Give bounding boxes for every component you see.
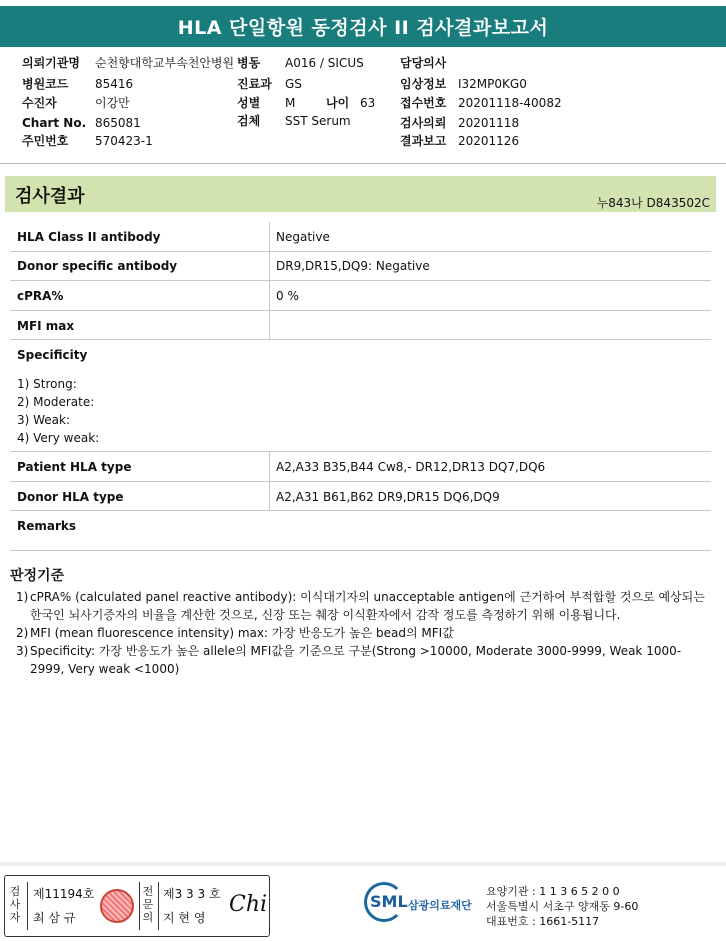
criteria-title: 판정기준 xyxy=(10,568,65,584)
dept-label: 진료과 xyxy=(237,77,272,91)
age-value: 63 xyxy=(360,96,376,110)
list-number: 1) xyxy=(16,590,29,604)
list-item: 2) Moderate: xyxy=(17,395,95,409)
column-divider xyxy=(269,311,270,339)
receipt-value: 20201118-40082 xyxy=(458,96,562,110)
divider xyxy=(139,882,140,930)
table-row xyxy=(10,311,711,340)
criteria-text: MFI (mean fluorescence intensity) max: 가장 반응도가 높은 bead의 MFI값 xyxy=(30,626,454,640)
receipt-label: 접수번호 xyxy=(400,96,447,110)
result-code: 누843나 D843502C xyxy=(596,196,710,210)
table-row xyxy=(10,511,711,551)
donor-hla-value: A2,A31 B61,B62 DR9,DR15 DQ6,DQ9 xyxy=(276,490,500,504)
clinical-label: 임상정보 xyxy=(400,77,447,91)
mfi-label: MFI max xyxy=(17,319,75,333)
request-date-label: 검사의뢰 xyxy=(400,116,447,130)
specialist-vertical-1: 전 xyxy=(142,885,154,898)
list-item: 3) Weak: xyxy=(17,413,71,427)
dsa-label: Donor specific antibody xyxy=(17,259,178,273)
remarks-label: Remarks xyxy=(17,519,77,533)
class2-label: HLA Class II antibody xyxy=(17,230,161,244)
table-row xyxy=(10,252,711,281)
org-phone: 대표번호 : 1661-5117 xyxy=(486,915,600,928)
dsa-value: DR9,DR15,DQ9: Negative xyxy=(276,259,430,273)
clinical-value: I32MP0KG0 xyxy=(458,77,527,91)
column-divider xyxy=(269,482,270,510)
sml-logo xyxy=(364,882,482,922)
patient-hla-value: A2,A33 B35,B44 Cw8,- DR12,DR13 DQ7,DQ6 xyxy=(276,460,546,474)
specialist-vertical-2: 문 xyxy=(142,898,154,911)
signature-box xyxy=(4,875,270,937)
table-row xyxy=(10,340,711,452)
table-row xyxy=(10,452,711,482)
cpra-label: cPRA% xyxy=(17,289,64,303)
specimen-value: SST Serum xyxy=(285,114,351,128)
chart-value: 865081 xyxy=(95,116,141,130)
sex-label: 성별 xyxy=(237,96,261,110)
column-divider xyxy=(269,281,270,310)
footer-divider xyxy=(0,862,726,866)
specimen-label: 검체 xyxy=(237,114,261,128)
cpra-value: 0 % xyxy=(276,289,299,303)
list-item: 1) Strong: xyxy=(17,377,77,391)
inspector-vertical-1: 검 xyxy=(9,885,21,898)
institution-label: 의뢰기관명 xyxy=(22,56,80,70)
specificity-label: Specificity xyxy=(17,348,88,362)
inspector-number: 제11194호 xyxy=(33,887,95,901)
specificity-list xyxy=(17,375,99,447)
ward-value: A016 / SICUS xyxy=(285,56,364,70)
list-item: 4) Very weak: xyxy=(17,431,100,445)
patient-hla-label: Patient HLA type xyxy=(17,460,132,474)
table-row xyxy=(10,281,711,311)
class2-value: Negative xyxy=(276,230,330,244)
info-divider xyxy=(0,163,726,164)
list-item xyxy=(16,588,706,624)
list-number: 2) xyxy=(16,626,29,640)
inspector-name: 최 삼 규 xyxy=(33,911,76,925)
table-row xyxy=(10,222,711,252)
sex-value: M xyxy=(285,96,296,110)
id-value: 570423-1 xyxy=(95,134,153,148)
patient-value: 이강만 xyxy=(95,96,130,110)
divider xyxy=(27,882,28,930)
org-code: 요양기관 : 1 1 3 6 5 2 0 0 xyxy=(486,885,620,898)
report-date-value: 20201126 xyxy=(458,134,520,148)
seal-stamp xyxy=(100,889,134,923)
inspector-vertical-3: 자 xyxy=(9,911,21,924)
signature: Chi xyxy=(229,892,268,917)
org-info xyxy=(486,884,638,929)
logo-text: SML xyxy=(370,892,408,911)
ward-label: 병동 xyxy=(237,56,261,70)
specialist-number: 제3 3 3 호 xyxy=(163,887,221,901)
chart-label: Chart No. xyxy=(22,116,87,130)
specialist-name: 지 현 영 xyxy=(163,911,206,925)
criteria-list xyxy=(16,588,706,678)
patient-label: 수진자 xyxy=(22,96,57,110)
report-date-label: 결과보고 xyxy=(400,134,447,148)
column-divider xyxy=(269,252,270,280)
donor-hla-label: Donor HLA type xyxy=(17,490,124,504)
list-item xyxy=(16,624,706,642)
report-title: HLA 단일항원 동정검사 II 검사결과보고서 xyxy=(0,6,726,47)
institution-value: 순천향대학교부속천안병원 xyxy=(95,56,235,70)
criteria-text: Specificity: 가장 반응도가 높은 allele의 MFI값을 기준으로 구분(Strong >10000, Moderate 3000-9999, Weak 1000-2999, Very weak <1000) xyxy=(30,644,682,676)
inspector-vertical-2: 사 xyxy=(9,898,21,911)
list-number: 3) xyxy=(16,644,29,658)
column-divider xyxy=(269,222,270,251)
age-label: 나이 xyxy=(326,96,350,110)
result-title: 검사결과 xyxy=(15,186,85,207)
patient-info xyxy=(0,52,726,164)
column-divider xyxy=(269,452,270,481)
id-label: 주민번호 xyxy=(22,134,69,148)
org-name: 삼광의료재단 xyxy=(408,899,472,912)
request-date-value: 20201118 xyxy=(458,116,520,130)
criteria-text: cPRA% (calculated panel reactive antibody): 이식대기자의 unacceptable antigen에 근거하여 부적합할 것으로 예상되는 한국인 뇌사기증자의 비율을 계산한 것으로, 신장 또는 췌장 이식환자에서 감작 정도를 측정하기 위해 이용됩니다. xyxy=(30,590,705,622)
specialist-vertical-3: 의 xyxy=(142,911,154,924)
doctor-label: 담당의사 xyxy=(400,56,447,70)
hospital-code-value: 85416 xyxy=(95,77,134,91)
org-address: 서울특별시 서초구 양재동 9-60 xyxy=(486,900,639,913)
hospital-code-label: 병원코드 xyxy=(22,77,69,91)
result-header xyxy=(5,176,716,212)
dept-value: GS xyxy=(285,77,302,91)
table-row xyxy=(10,482,711,511)
divider xyxy=(158,882,159,930)
list-item xyxy=(16,642,706,678)
